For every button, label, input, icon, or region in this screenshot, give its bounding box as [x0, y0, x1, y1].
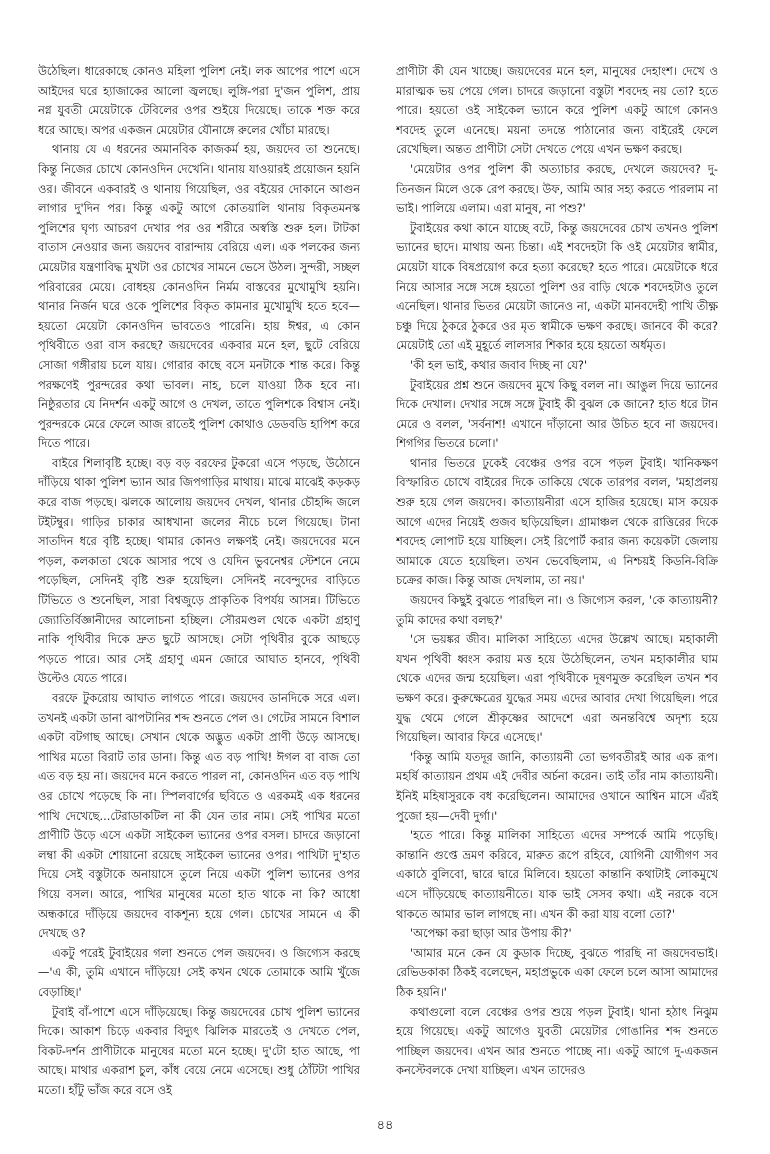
- left-column: [38, 62, 360, 1112]
- paragraph: 'সে ভয়ঙ্কর জীব। মালিকা সাহিত্যে এদের উল্লেখ আছে। মহাকালী যখন পৃথিবী ধ্বংস করায় মত্ত হয়ে উঠেছিলেন, তখন মহাকালীর ঘাম থেকে এদের জন্ম হয়েছিল। এরা পৃথিবীকে দূষণমুক্ত করেছিল তখন শব ভক্ষণ করে। কুরুক্ষেত্রের যুদ্ধের সময় এদের আবার দেখা গিয়েছিল। পরে যুদ্ধ থেমে গেলে শ্রীকৃষ্ণের আদেশে এরা অনন্তবিশ্বে অদৃশ্য হয়ে গিয়েছিল। আবার ফিরে এসেছে।': [396, 632, 718, 745]
- paragraph: টুবাইয়ের প্রশ্ন শুনে জয়দেব মুখে কিছু বলল না। আঙুল দিয়ে ভ্যানের দিকে দেখাল। দেখার সঙ্গে সঙ্গে টুবাই কী বুঝল কে জানে? হাত ধরে টান মেরে ও বলল, 'সর্বনাশ! এখানে দাঁড়ানো আর উচিত হবে না জয়দেব। শিগগির ভিতরে চলো।': [396, 377, 718, 451]
- paragraph: প্রাণীটা কী যেন খাচ্ছে। জয়দেবের মনে হল, মানুষের দেহাংশ। দেখে ও মারাত্মক ভয় পেয়ে গেল। চাদরে জড়ানো বস্তুটা শবদেহ নয় তো? হতে পারে। হয়তো ওই সাইকেল ভ্যানে করে পুলিশ একটু আগে কোনও শবদেহ তুলে এনেছে। ময়না তদন্তে পাঠানোর জন্য বাইরেই ফেলে রেখেছিল। অন্তত প্রাণীটা সেটা দেখতে পেয়ে এখন ভক্ষণ করছে।: [396, 64, 718, 157]
- paragraph: 'আমার মনে কেন যে কুডাক দিচ্ছে, বুঝতে পারছি না জয়দেবভাই। রেভিডকাকা ঠিকই বলেছেন, মহাপ্রভুকে একা ফেলে চলে আসা আমাদের ঠিক হয়নি।': [396, 945, 718, 999]
- paragraph: টুবাইয়ের কথা কানে যাচ্ছে বটে, কিন্তু জয়দেবের চোখ তখনও পুলিশ ভ্যানের ছাদে। মাথায় অন্য চিন্তা। এই শবদেহটা কি ওই মেয়েটার স্বামীর, মেয়েটা যাকে বিষপ্রয়োগ করে হত্যা করেছে? হতে পারে। মেয়েটাকে ধরে নিয়ে আসার সঙ্গে সঙ্গে হয়তো পুলিশ ওর বাড়ি থেকে শবদেহটাও তুলে এনেছিল। থানার ভিতর মেয়েটা জানেও না, একটা মানবদেহী পাখি তীক্ষ্ণ চঞ্চু দিয়ে ঠুকরে ঠুকরে ওর মৃত স্বামীকে ভক্ষণ করছে। জানবে কী করে? মেয়েটাই তো এই মুহূর্তে লালসার শিকার হয়ে হয়তো অর্ধমৃত।: [396, 220, 718, 353]
- paragraph: 'হতে পারে। কিন্তু মালিকা সাহিত্যে এদের সম্পর্কে আমি পড়েছি। কান্তানি গুপ্তে ভ্রমণ করিবে, মারুত রূপে রহিবে, যোগিনী যোগীগণ সব একাঠে বুলিবো, দ্বারে দ্বারে মিলিবে। হয়তো কান্তানি কথাটাই লোকমুখে এসে দাঁড়িয়েছে কাত্যায়নীতে। যাক ভাই সেসব কথা। এই নরকে বসে থাকতে আমার ভাল লাগছে না। এখন কী করা যায় বলো তো?': [396, 828, 718, 921]
- paragraph: থানায় যে এ ধরনের অমানবিক কাজকর্ম হয়, জয়দেব তা শুনেছে। কিন্তু নিজের চোখে কোনওদিন দেখেনি। থানায় যাওয়ারই প্রয়োজন হয়নি ওর। জীবনে একবারই ও থানায় গিয়েছিল, ওর বইয়ের দোকানে আগুন লাগার দু'দিন পর। কিন্তু একটু আগে কোতয়ালি থানায় বিকৃতমনস্ক পুলিশের ঘৃণ্য আচরণ দেখার পর ওর শরীরে অস্বস্তি শুরু হল। টাটকা বাতাস নেওয়ার জন্য জয়দেব বারান্দায় বেরিয়ে এল। এক পলকের জন্য মেয়েটার যন্ত্রণাবিদ্ধ মুখটা ওর চোখের সামনে ভেসে উঠল। সুন্দরী, সচ্ছল পরিবারের মেয়ে। বোধহয় কোনওদিন নির্মম বাস্তবের মুখোমুখি হয়নি। থানার নির্জন ঘরে ওকে পুলিশের বিকৃত কামনার মুখোমুখি হতে হবে—হয়তো মেয়েটা কোনওদিন ভাবতেও পারেনি। হায় ঈশ্বর, এ কোন পৃথিবীতে ওরা বাস করছে? জয়দেবের একবার মনে হল, ছুটে বেরিয়ে সোজা গঙ্গীরায় চলে যায়। গোরার কাছে বসে মনটাকে শান্ত করে। কিন্তু পরক্ষণেই পুরন্দরের কথা ভাবল। নাহ, চলে যাওয়া ঠিক হবে না। নিষ্ঠুরতার যে নিদর্শন একটু আগে ও দেখল, তাতে পুলিশকে বিশ্বাস নেই। পুরন্দরকে মেরে ফেলে আজ রাতেই পুলিশ কোথাও ডেডবডি হাপিশ করে দিতে পারে।: [38, 142, 360, 451]
- paragraph: টুবাই বাঁ-পাশে এসে দাঁড়িয়েছে। কিন্তু জয়দেবের চোখ পুলিশ ভ্যানের দিকে। আকাশ চিড়ে একবার বিদ্যুৎ ঝিলিক মারতেই ও দেখতে পেল, বিকট-দর্শন প্রাণীটাকে মানুষের মতো মনে হচ্ছে। দু'টো হাত আছে, পা আছে। মাথার একরাশ চুল, কাঁধ বেয়ে নেমে এসেছে। শুধু ঠোঁটটা পাখির মতো। হাঁটু ভাঁজ করে বসে ওই: [38, 1004, 360, 1097]
- paragraph: থানার ভিতরে ঢুকেই বেঞ্চের ওপর বসে পড়ল টুবাই। খানিকক্ষণ বিস্ফারিত চোখে বাইরের দিকে তাকিয়ে থেকে তারপর বলল, 'মহাপ্রলয় শুরু হয়ে গেল জয়দেব। কাত্যায়নীরা এসে হাজির হয়েছে। মাস কয়েক আগে এদের নিয়েই গুজব ছড়িয়েছিল। গ্রামাঞ্চল থেকে রাত্তিরের দিকে শবদেহ লোপাট হয়ে যাচ্ছিল। সেই রিপোর্ট করার জন্য কয়েকটা জেলায় আমাকে যেতে হয়েছিল। তখন ভেবেছিলাম, এ নিশ্চয়ই কিডনি-বিক্রি চক্রের কাজ। কিন্তু আজ দেখলাম, তা নয়।': [396, 455, 718, 588]
- paragraph: জয়দেব কিছুই বুঝতে পারছিল না। ও জিগ্যেস করল, 'কে কাত্যায়নী? তুমি কাদের কথা বলছ?': [396, 593, 718, 627]
- paragraph: 'অপেক্ষা করা ছাড়া আর উপায় কী?': [410, 926, 572, 941]
- paragraph: 'কিন্তু আমি যতদূর জানি, কাত্যায়নী তো ভগবতীরই আর এক রূপ। মহর্ষি কাত্যায়ন প্রথম এই দেবীর অর্চনা করেন। তাই তাঁর নাম কাত্যায়নী। ইনিই মহিষাসুরকে বধ করেছিলেন। আমাদের ওখানে আশ্বিন মাসে এঁরই পুজো হয়—দেবী দুর্গা।': [396, 749, 718, 823]
- paragraph: কথাগুলো বলে বেঞ্চের ওপর শুয়ে পড়ল টুবাই। থানা হঠাৎ নিঝুম হয়ে গিয়েছে। একটু আগেও যুবতী মেয়েটার গোঙানির শব্দ শুনতে পাচ্ছিল জয়দেব। এখন আর শুনতে পাচ্ছে না। একটু আগে দু-একজন কনস্টেবলকে দেখা যাচ্ছিল। এখন তাদেরও: [396, 1004, 718, 1078]
- paragraph: বরফে টুকরোয় আঘাত লাগতে পারে। জয়দেব ডানদিকে সরে এল। তখনই একটা ডানা ঝাপটানির শব্দ শুনতে পেল ও। গেটের সামনে বিশাল একটা বটগাছ আছে। সেখান থেকে অদ্ভুত একটা প্রাণী উড়ে আসছে। পাখির মতো বিরাট তার ডানা। কিন্তু এত বড় পাখি! ঈগল বা বাজ তো এত বড় হয় না। জয়দেব মনে করতে পারল না, কোনওদিন এত বড় পাখি ওর চোখে পড়েছে কি না। স্পিলবার্গের ছবিতে ও এরকমই এক ধরনের পাখি দেখেছে...টেরাডাকটিল না কী যেন তার নাম। সেই পাখির মতো প্রাণীটি উড়ে এসে একটা সাইকেল ভ্যানের ওপর বসল। চাদরে জড়ানো লম্বা কী একটা শোয়ানো রয়েছে সাইকেল ভ্যানের ওপর। পাখিটা দু'হাত দিয়ে সেই বস্তুটাকে অনায়াসে তুলে নিয়ে একটা পুলিশ ভ্যানের ওপর গিয়ে বসল। আরে, পাখির মানুষের মতো হাত থাকে না কি? আধো অন্ধকারে দাঁড়িয়ে জয়দেব বাকশূন্য হয়ে গেল। চোখের সামনে এ কী দেখছে ও?: [38, 691, 360, 941]
- paragraph: একটু পরেই টুবাইয়ের গলা শুনতে পেল জয়দেব। ও জিগ্যেস করছে—'এ কী, তুমি এখানে দাঁড়িয়ে! সেই কখন থেকে তোমাকে আমি খুঁজে বেড়াচ্ছি।': [38, 945, 360, 999]
- page-number: ৪৪: [376, 1118, 394, 1133]
- right-column: [396, 62, 718, 1112]
- paragraph: বাইরে শিলাবৃষ্টি হচ্ছে। বড় বড় বরফের টুকরো এসে পড়ছে, উঠোনে দাঁড়িয়ে থাকা পুলিশ ভ্যান আর জিপগাড়ির মাথায়। মাঝে মাঝেই কড়কড় করে বাজ পড়ছে। ঝলকে আলোয় জয়দেব দেখল, থানার চৌহদ্দি জলে টইটম্বুর। গাড়ির চাকার আধখানা জলের নীচে চলে গিয়েছে। টানা সাতদিন ধরে বৃষ্টি হচ্ছে। থামার কোনও লক্ষণই নেই। জয়দেবের মনে পড়ল, কলকাতা থেকে আসার পথে ও যেদিন ভুবনেশ্বর স্টেশনে নেমে পড়েছিল, সেদিনই বৃষ্টি শুরু হয়েছিল। সেদিনই নবেন্দুদের বাড়িতে টিভিতে ও শুনেছিল, সারা বিশ্বজুড়ে প্রাকৃতিক বিপর্যয় আসন্ন। টিভিতে জ্যোতির্বিজ্ঞানীদের আলোচনা হচ্ছিল। সৌরমণ্ডল থেকে একটা গ্রহাণু নাকি পৃথিবীর দিকে দ্রুত ছুটে আসছে। সেটা পৃথিবীর বুকে আছড়ে পড়তে পারে। আর সেই গ্রহাণু এমন জোরে আঘাত হানবে, পৃথিবী উল্টেও যেতে পারে।: [38, 455, 360, 686]
- paragraph: 'মেয়েটার ওপর পুলিশ কী অত্যাচার করছে, দেখলে জয়দেব? দু-তিনজন মিলে ওকে রেপ করছে। উফ, আমি আর সহ্য করতে পারলাম না ভাই। পালিয়ে এলাম। এরা মানুষ, না পশু?': [396, 161, 718, 216]
- paragraph: উঠেছিল। ধারেকাছে কোনও মহিলা পুলিশ নেই। লক আপের পাশে এসে আইদের ঘরে হ্যাজাকের আলো জ্বলছে। লুঙ্গি-পরা দু'জন পুলিশ, প্রায় নগ্ন যুবতী মেয়েটাকে টেবিলের ওপর শুইয়ে দিয়েছে। তাকে শক্ত করে ধরে আছে। অপর একজন মেয়েটার যৌনাঙ্গে রুলের খোঁচা মারছে।: [38, 64, 360, 137]
- paragraph: 'কী হল ভাই, কথার জবাব দিচ্ছ না যে?': [410, 357, 588, 372]
